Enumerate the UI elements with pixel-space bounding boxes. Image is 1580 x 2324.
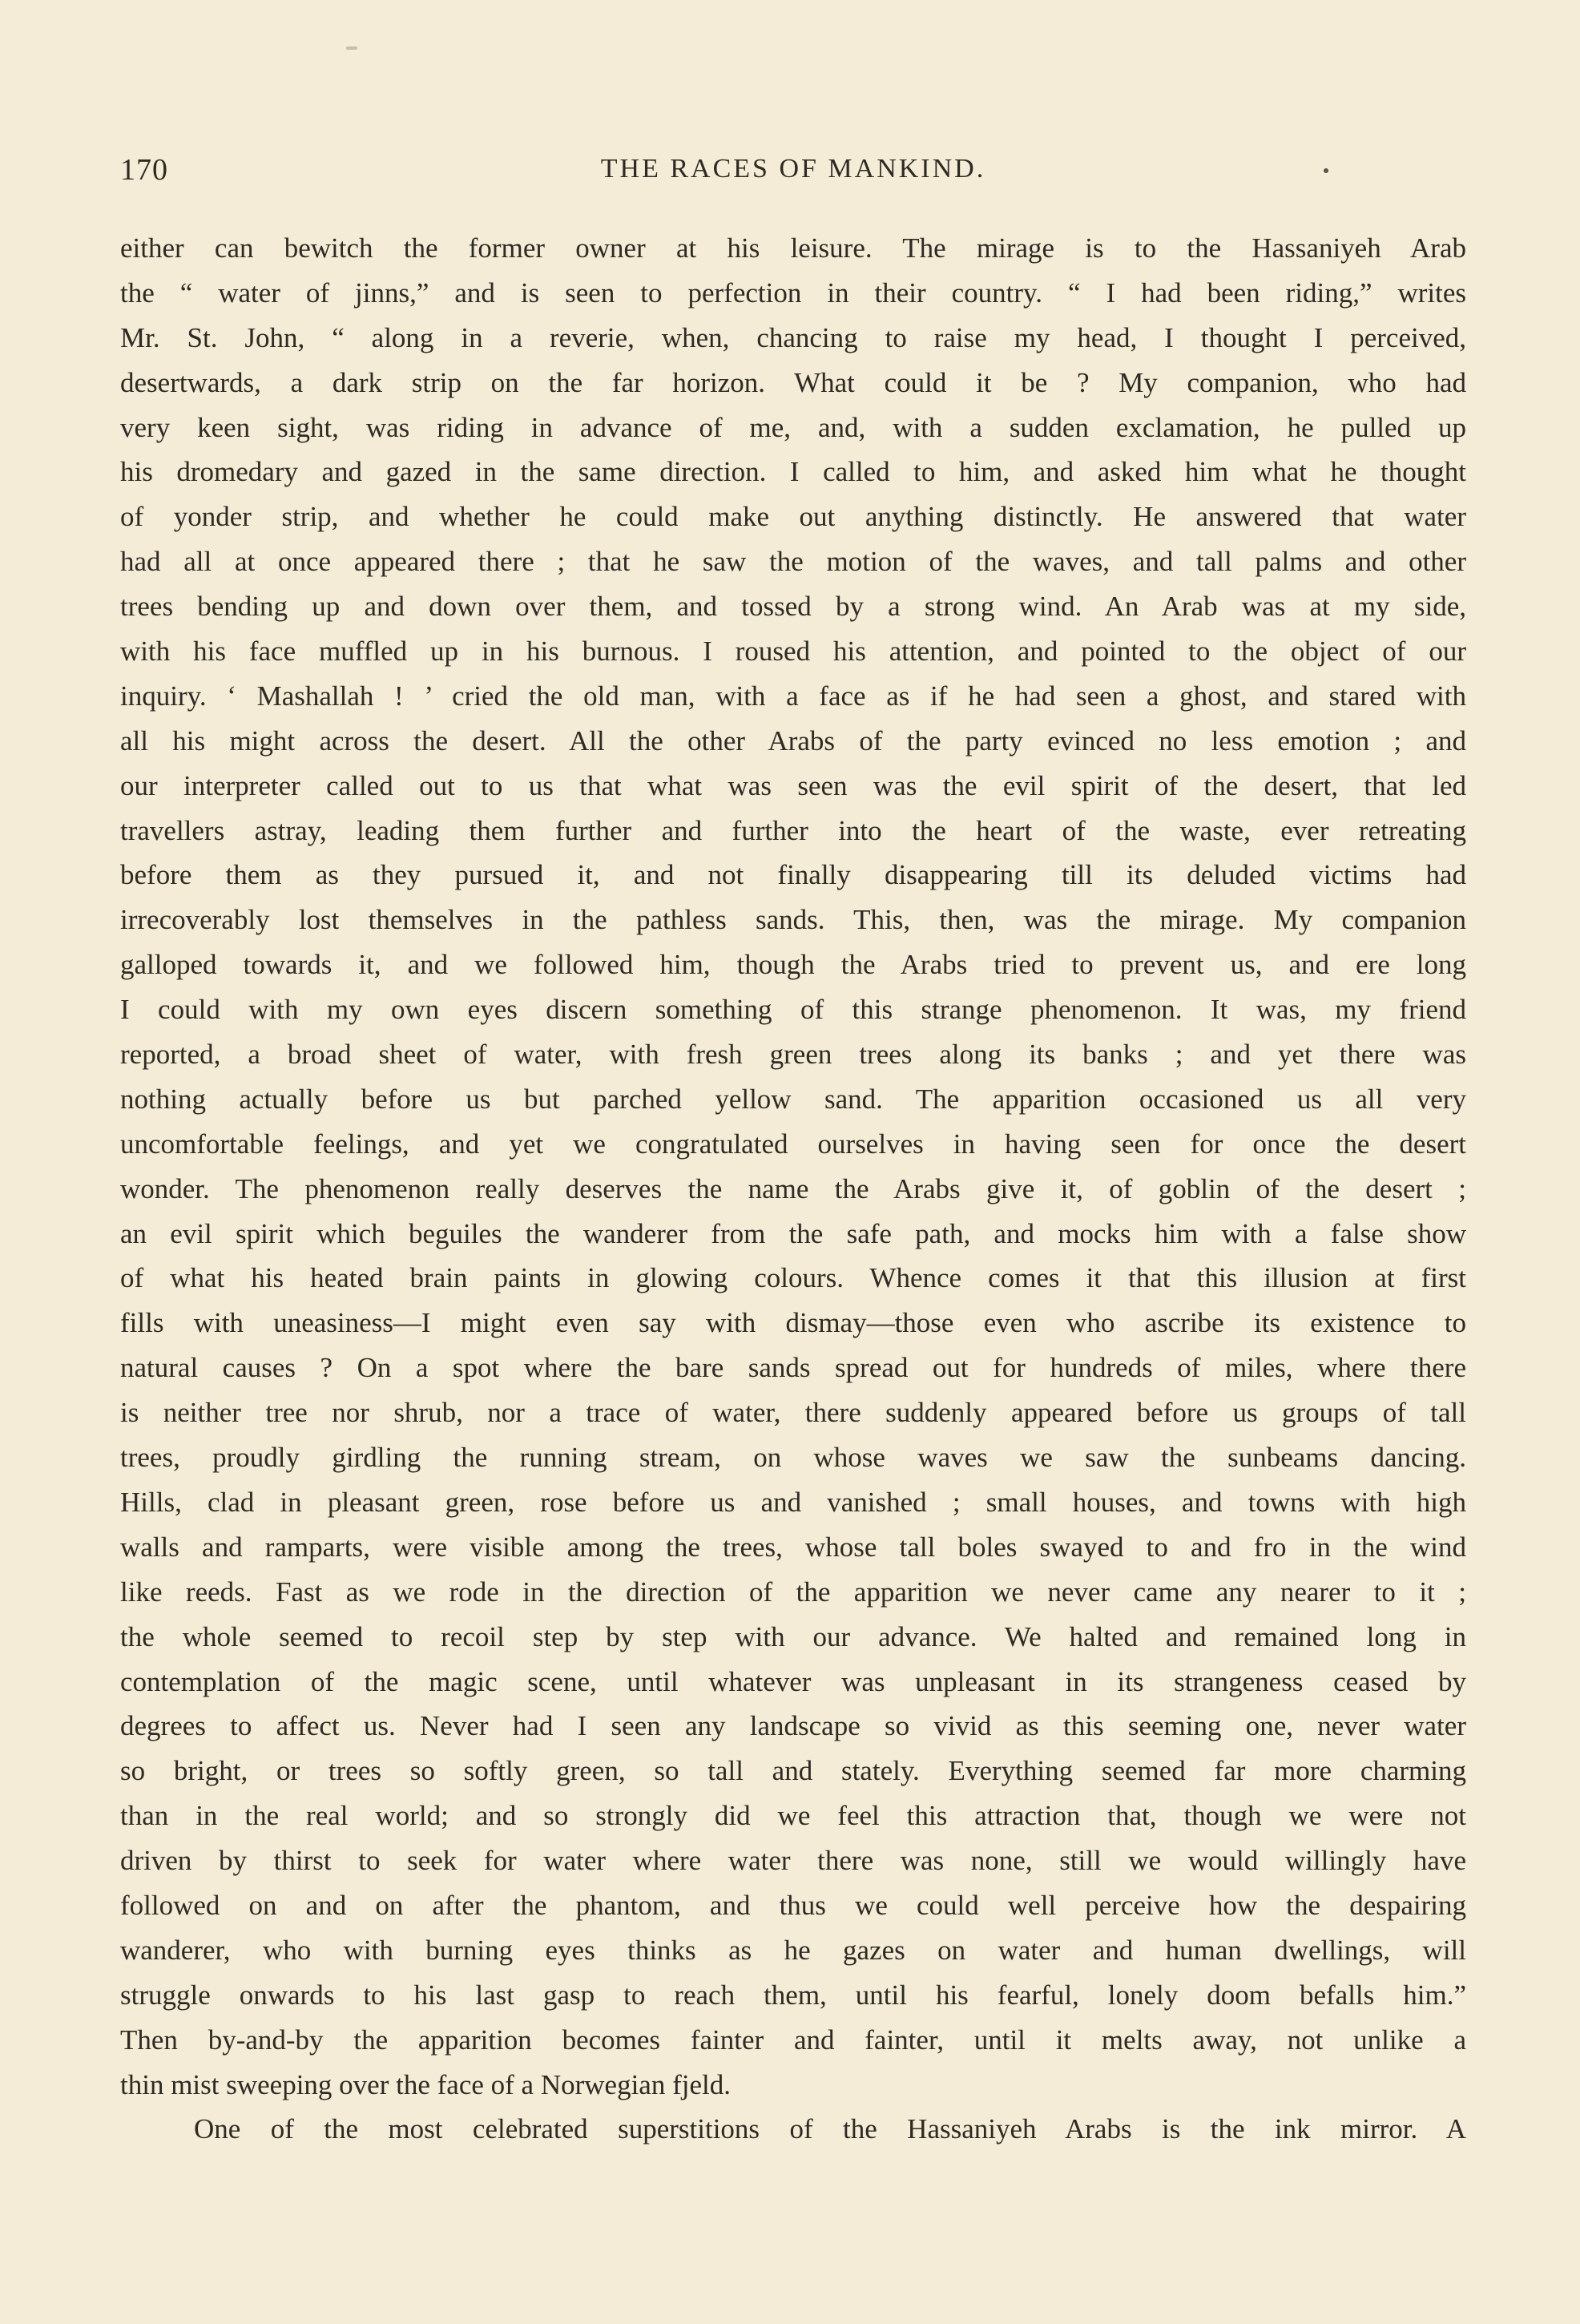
text-line: struggle onwards to his last gasp to reach them, until his fearful, lonely doom befalls him.” bbox=[120, 1979, 1466, 2011]
text-line: followed on and on after the phantom, and thus we could well perceive how the despairing bbox=[120, 1889, 1466, 1921]
text-line: fills with uneasiness—I might even say with dismay—those even who ascribe its existence to bbox=[120, 1307, 1466, 1339]
text-line: driven by thirst to seek for water where water there was none, still we would willingly have bbox=[120, 1845, 1466, 1877]
text-line: travellers astray, leading them further and further into the heart of the waste, ever retreating bbox=[120, 814, 1466, 846]
text-line: Hills, clad in pleasant green, rose before us and vanished ; small houses, and towns with high bbox=[120, 1486, 1466, 1518]
header-dot-mark bbox=[1324, 168, 1328, 173]
body-text bbox=[120, 226, 1466, 2152]
text-line: our interpreter called out to us that what was seen was the evil spirit of the desert, that led bbox=[120, 769, 1466, 801]
paragraph-start-line: One of the most celebrated superstitions of the Hassaniyeh Arabs is the ink mirror. A bbox=[194, 2113, 1466, 2145]
text-line: very keen sight, was riding in advance of me, and, with a sudden exclamation, he pulled up bbox=[120, 411, 1466, 443]
page-header bbox=[120, 152, 1466, 192]
text-line: Then by-and-by the apparition becomes fainter and fainter, until it melts away, not unlike a bbox=[120, 2023, 1466, 2056]
text-line: desertwards, a dark strip on the far horizon. What could it be ? My companion, who had bbox=[120, 366, 1466, 398]
text-line: walls and ramparts, were visible among the trees, whose tall boles swayed to and fro in the wind bbox=[120, 1531, 1466, 1563]
text-line: with his face muffled up in his burnous. I roused his attention, and pointed to the object of our bbox=[120, 635, 1466, 668]
text-line: wanderer, who with burning eyes thinks as he gazes on water and human dwellings, will bbox=[120, 1934, 1466, 1966]
text-line: is neither tree nor shrub, nor a trace of water, there suddenly appeared before us groups of tall bbox=[120, 1397, 1466, 1429]
text-line: of what his heated brain paints in glowing colours. Whence comes it that this illusion at first bbox=[120, 1262, 1466, 1294]
text-line: contemplation of the magic scene, until whatever was unpleasant in its strangeness ceased by bbox=[120, 1665, 1466, 1697]
text-line: his dromedary and gazed in the same direction. I called to him, and asked him what he thought bbox=[120, 456, 1466, 488]
text-line: like reeds. Fast as we rode in the direction of the apparition we never came any nearer to it ; bbox=[120, 1576, 1466, 1608]
paragraph-end-line: thin mist sweeping over the face of a Norwegian fjeld. bbox=[120, 2068, 731, 2100]
text-line: had all at once appeared there ; that he saw the motion of the waves, and tall palms and other bbox=[120, 546, 1466, 578]
text-line: all his might across the desert. All the other Arabs of the party evinced no less emotion ; and bbox=[120, 724, 1466, 757]
text-line: natural causes ? On a spot where the bare sands spread out for hundreds of miles, where there bbox=[120, 1352, 1466, 1384]
text-line: degrees to affect us. Never had I seen any landscape so vivid as this seeming one, never water bbox=[120, 1710, 1466, 1742]
text-line: than in the real world; and so strongly did we feel this attraction that, though we were not bbox=[120, 1800, 1466, 1832]
text-line: either can bewitch the former owner at his leisure. The mirage is to the Hassaniyeh Arab bbox=[120, 232, 1466, 264]
text-line: uncomfortable feelings, and yet we congratulated ourselves in having seen for once the desert bbox=[120, 1128, 1466, 1160]
text-line: wonder. The phenomenon really deserves the name the Arabs give it, of goblin of the desert ; bbox=[120, 1172, 1466, 1204]
text-line: galloped towards it, and we followed him, though the Arabs tried to prevent us, and ere long bbox=[120, 949, 1466, 981]
text-line: so bright, or trees so softly green, so tall and stately. Everything seemed far more charming bbox=[120, 1755, 1466, 1787]
page-number: 170 bbox=[120, 153, 168, 187]
text-line: irrecoverably lost themselves in the pathless sands. This, then, was the mirage. My companion bbox=[120, 904, 1466, 936]
text-line: reported, a broad sheet of water, with fresh green trees along its banks ; and yet there was bbox=[120, 1039, 1466, 1071]
text-line: of yonder strip, and whether he could make out anything distinctly. He answered that water bbox=[120, 501, 1466, 533]
text-line: Mr. St. John, “ along in a reverie, when, chancing to raise my head, I thought I perceived, bbox=[120, 321, 1466, 353]
text-line: the whole seemed to recoil step by step with our advance. We halted and remained long in bbox=[120, 1620, 1466, 1652]
page-blemish bbox=[346, 46, 357, 50]
text-line: trees, proudly girdling the running stream, on whose waves we saw the sunbeams dancing. bbox=[120, 1442, 1466, 1474]
text-line: an evil spirit which beguiles the wanderer from the safe path, and mocks him with a false show bbox=[120, 1217, 1466, 1249]
text-line: inquiry. ‘ Mashallah ! ’ cried the old man, with a face as if he had seen a ghost, and stared with bbox=[120, 680, 1466, 712]
text-line: the “ water of jinns,” and is seen to perfection in their country. “ I had been riding,” writes bbox=[120, 276, 1466, 309]
running-head: THE RACES OF MANKIND. bbox=[600, 154, 986, 184]
text-line: trees bending up and down over them, and tossed by a strong wind. An Arab was at my side, bbox=[120, 591, 1466, 623]
text-line: I could with my own eyes discern something of this strange phenomenon. It was, my friend bbox=[120, 994, 1466, 1026]
text-line: nothing actually before us but parched yellow sand. The apparition occasioned us all very bbox=[120, 1083, 1466, 1115]
text-line: before them as they pursued it, and not finally disappearing till its deluded victims had bbox=[120, 859, 1466, 891]
